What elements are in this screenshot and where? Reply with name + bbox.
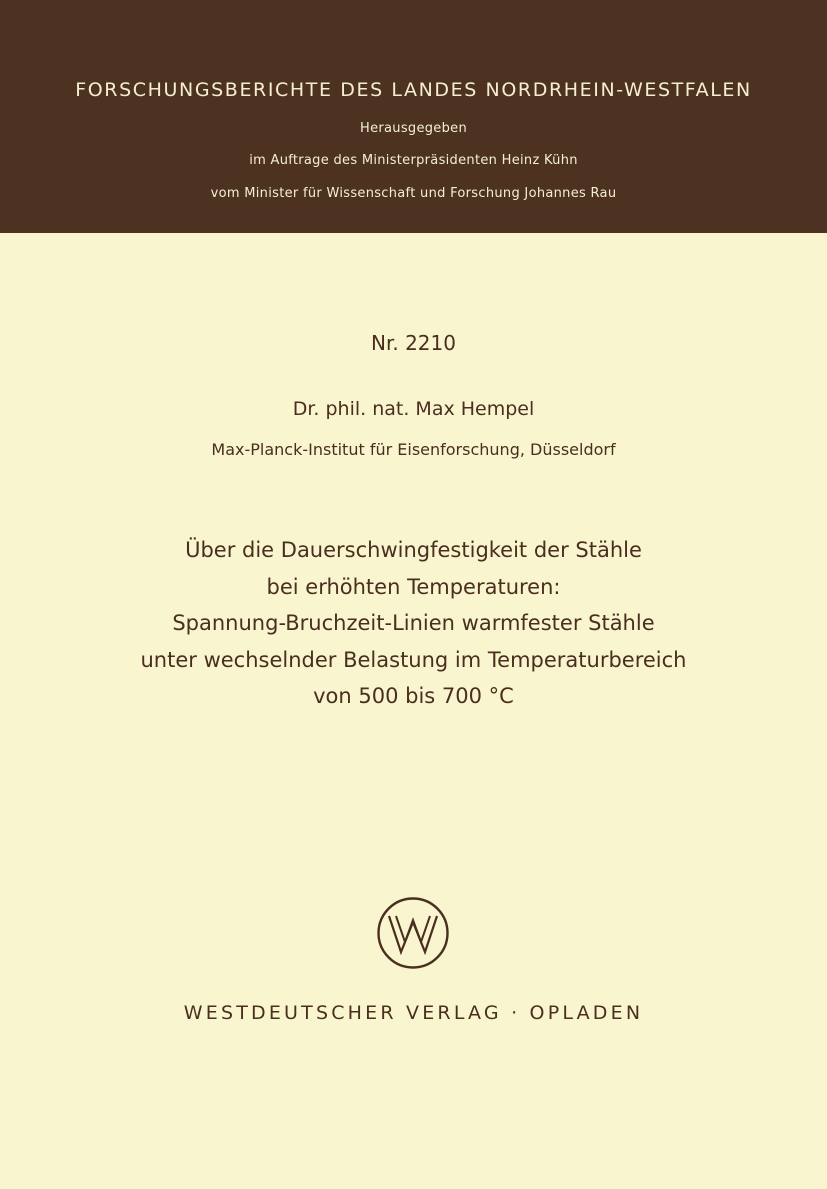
title-line-1: Über die Dauerschwingfestigkeit der Stähle bbox=[185, 538, 642, 562]
editor-line-1: Herausgegeben bbox=[360, 121, 467, 136]
publisher-name: WESTDEUTSCHER VERLAG · OPLADEN bbox=[183, 1002, 644, 1024]
book-title bbox=[0, 532, 827, 715]
author-name: Dr. phil. nat. Max Hempel bbox=[292, 398, 535, 420]
title-line-2: bei erhöhten Temperaturen: bbox=[266, 574, 561, 599]
series-title: FORSCHUNGSBERICHTE DES LANDES NORDRHEIN-WESTFALEN bbox=[75, 79, 752, 101]
title-line-5: von 500 bis 700 °C bbox=[313, 684, 514, 708]
title-line-4: unter wechselnder Belastung im Temperaturbereich bbox=[140, 647, 687, 672]
report-number: Nr. 2210 bbox=[371, 331, 456, 355]
editor-line-2: im Auftrage des Ministerpräsidenten Heinz Kühn bbox=[249, 153, 578, 168]
editor-line-3: vom Minister für Wissenschaft und Forschung Johannes Rau bbox=[210, 186, 617, 201]
author-institute: Max-Planck-Institut für Eisenforschung, Düsseldorf bbox=[211, 440, 616, 459]
westdeutscher-verlag-logo-icon bbox=[376, 896, 450, 970]
title-line-3: Spannung-Bruchzeit-Linien warmfester Stähle bbox=[172, 611, 655, 635]
header-band bbox=[0, 0, 827, 233]
